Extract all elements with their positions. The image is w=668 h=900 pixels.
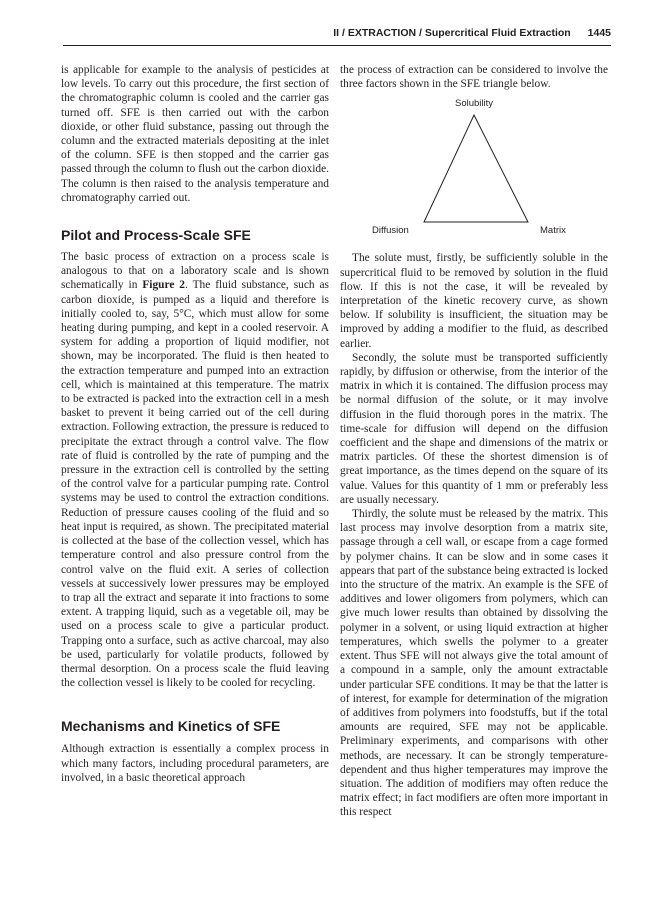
paragraph-matrix: Thirdly, the solute must be released by the matrix. This last process may involve desorption from a matrix site, passage through a cell wall, or escape from a cage formed by polymer chains. It can be slow and in some cases it appears that part of the substance being extracted is locked into the structure of the matrix. An example is the SFE of additives and lower oligomers from polymers, which can give much lower results than obtained by dissolving the polymer in a solvent, or using liquid extraction at higher temperatures, which swells the polymer to a greater extent. Thus SFE will not always give the total amount of a compound in a sample, only the amount extractable under particular SFE conditions. It may be that the latter is of interest, for example for determination of the migration of additives from polymers into foodstuffs, but if the total amounts are required, SFE may not be applicable. Preliminary experiments, and comparisons with other methods, are necessary. It can be strongly temperature-dependent and thus higher temperatures may improve the situation. The addition of modifiers may often reduce the matrix effect; in fact modifiers are often more important in this respect (340, 508, 608, 819)
right-column (340, 63, 608, 820)
sfe-triangle-shape (424, 115, 528, 222)
section-heading-mechanisms: Mechanisms and Kinetics of SFE (61, 718, 281, 735)
triangle-label-matrix: Matrix (540, 225, 566, 237)
sfe-triangle-figure (340, 97, 608, 237)
paragraph-continued: is applicable for example to the analysis of pesticides at low levels. To carry out this procedure, the first section of the chromatographic column is cooled and the carrier gas turned off. SFE is then carried out with the carbon dioxide, or other fluid substance, passing out through the column and the extracted materials depositing at the inlet of the column. SFE is then stopped and the carrier gas passed through the column to flush out the carbon dioxide. The column is then raised to the analysis temperature and chromatography carried out. (61, 64, 329, 204)
triangle-label-solubility: Solubility (455, 98, 494, 110)
triangle-label-diffusion: Diffusion (372, 225, 409, 237)
section-heading-pilot: Pilot and Process-Scale SFE (61, 227, 251, 244)
paragraph-diffusion: Secondly, the solute must be transported sufficiently rapidly, by diffusion or otherwise, from the interior of the matrix in which it is contained. The diffusion process may be normal diffusion of the solute, or it may involve diffusion in the fluid thorough pores in the matrix. The time-scale for diffusion will depend on the diffusion coefficient and the shape and dimensions of the matrix or matrix particles. Of these the shortest dimension is of great importance, as the times depend on the square of its value. Values for this quantity of 1 mm or preferably less are usually necessary. (340, 351, 608, 506)
sfe-triangle-diagram (340, 97, 608, 237)
paragraph-mechanisms: Although extraction is essentially a complex process in which many factors, including procedural parameters, are involved, in a basic theoretical approach (61, 743, 329, 784)
paragraph-solubility: The solute must, firstly, be sufficiently soluble in the supercritical fluid to be removed by solution in the fluid flow. If this is not the case, it will be revealed by interpretation of the kinetic recovery curve, as shown below. If solubility is insufficient, the situation may be improved by adding a modifier to the fluid, as described earlier. (340, 252, 608, 350)
paragraph-pilot-rest: . The fluid substance, such as carbon dioxide, is pumped as a liquid and therefore is initially cooled to, say, 5°C, which must allow for some heating during pumping, and kept in a cooled reservoir. A system for adding a proportion of liquid modifier, not shown, may be incorporated. The fluid is then heated to the extraction temperature and pumped into an extraction cell, which is maintained at this temperature. The matrix to be extracted is packed into the extraction cell in a mesh basket to prevent it being carried out of the cell during extraction. Following extraction, the pressure is reduced to precipitate the extract through a control valve. The flow rate of fluid is controlled by the rate of pumping and the pressure in the extraction cell is controlled by the setting of the control valve for a particular pumping rate. Control systems may be used to control the extraction conditions. Reduction of pressure causes cooling of the fluid and so heat input is required, as shown. The precipitated material is collected at the base of the collection vessel, which has temperature control and also pressure control from the control valve on the fluid exit. A series of collection vessels at successively lower pressures may be employed to trap all the extract and separate it into fractions to some extent. A trapping liquid, such as a vegetable oil, may be used on a process scale to give a particular product. Trapping onto a surface, such as active charcoal, may also be used, particularly for volatile products, followed by thermal desorption. On a process scale the fluid leaving the collection vessel is likely to be cooled for recycling. (61, 279, 329, 690)
left-column (61, 63, 329, 785)
figure-reference: Figure 2 (142, 279, 186, 292)
header-rule (63, 45, 611, 46)
paragraph-pilot (61, 250, 329, 690)
running-title: II / EXTRACTION / Supercritical Fluid Extraction (333, 27, 571, 39)
page-number: 1445 (587, 27, 611, 39)
paragraph-pilot-start: The basic process of extraction on a process scale is analogous to that on a laboratory scale and is shown schematically in (61, 251, 329, 292)
paragraph-intro-triangle: the process of extraction can be considered to involve the three factors shown in the SFE triangle below. (340, 64, 608, 91)
running-header (63, 27, 611, 41)
